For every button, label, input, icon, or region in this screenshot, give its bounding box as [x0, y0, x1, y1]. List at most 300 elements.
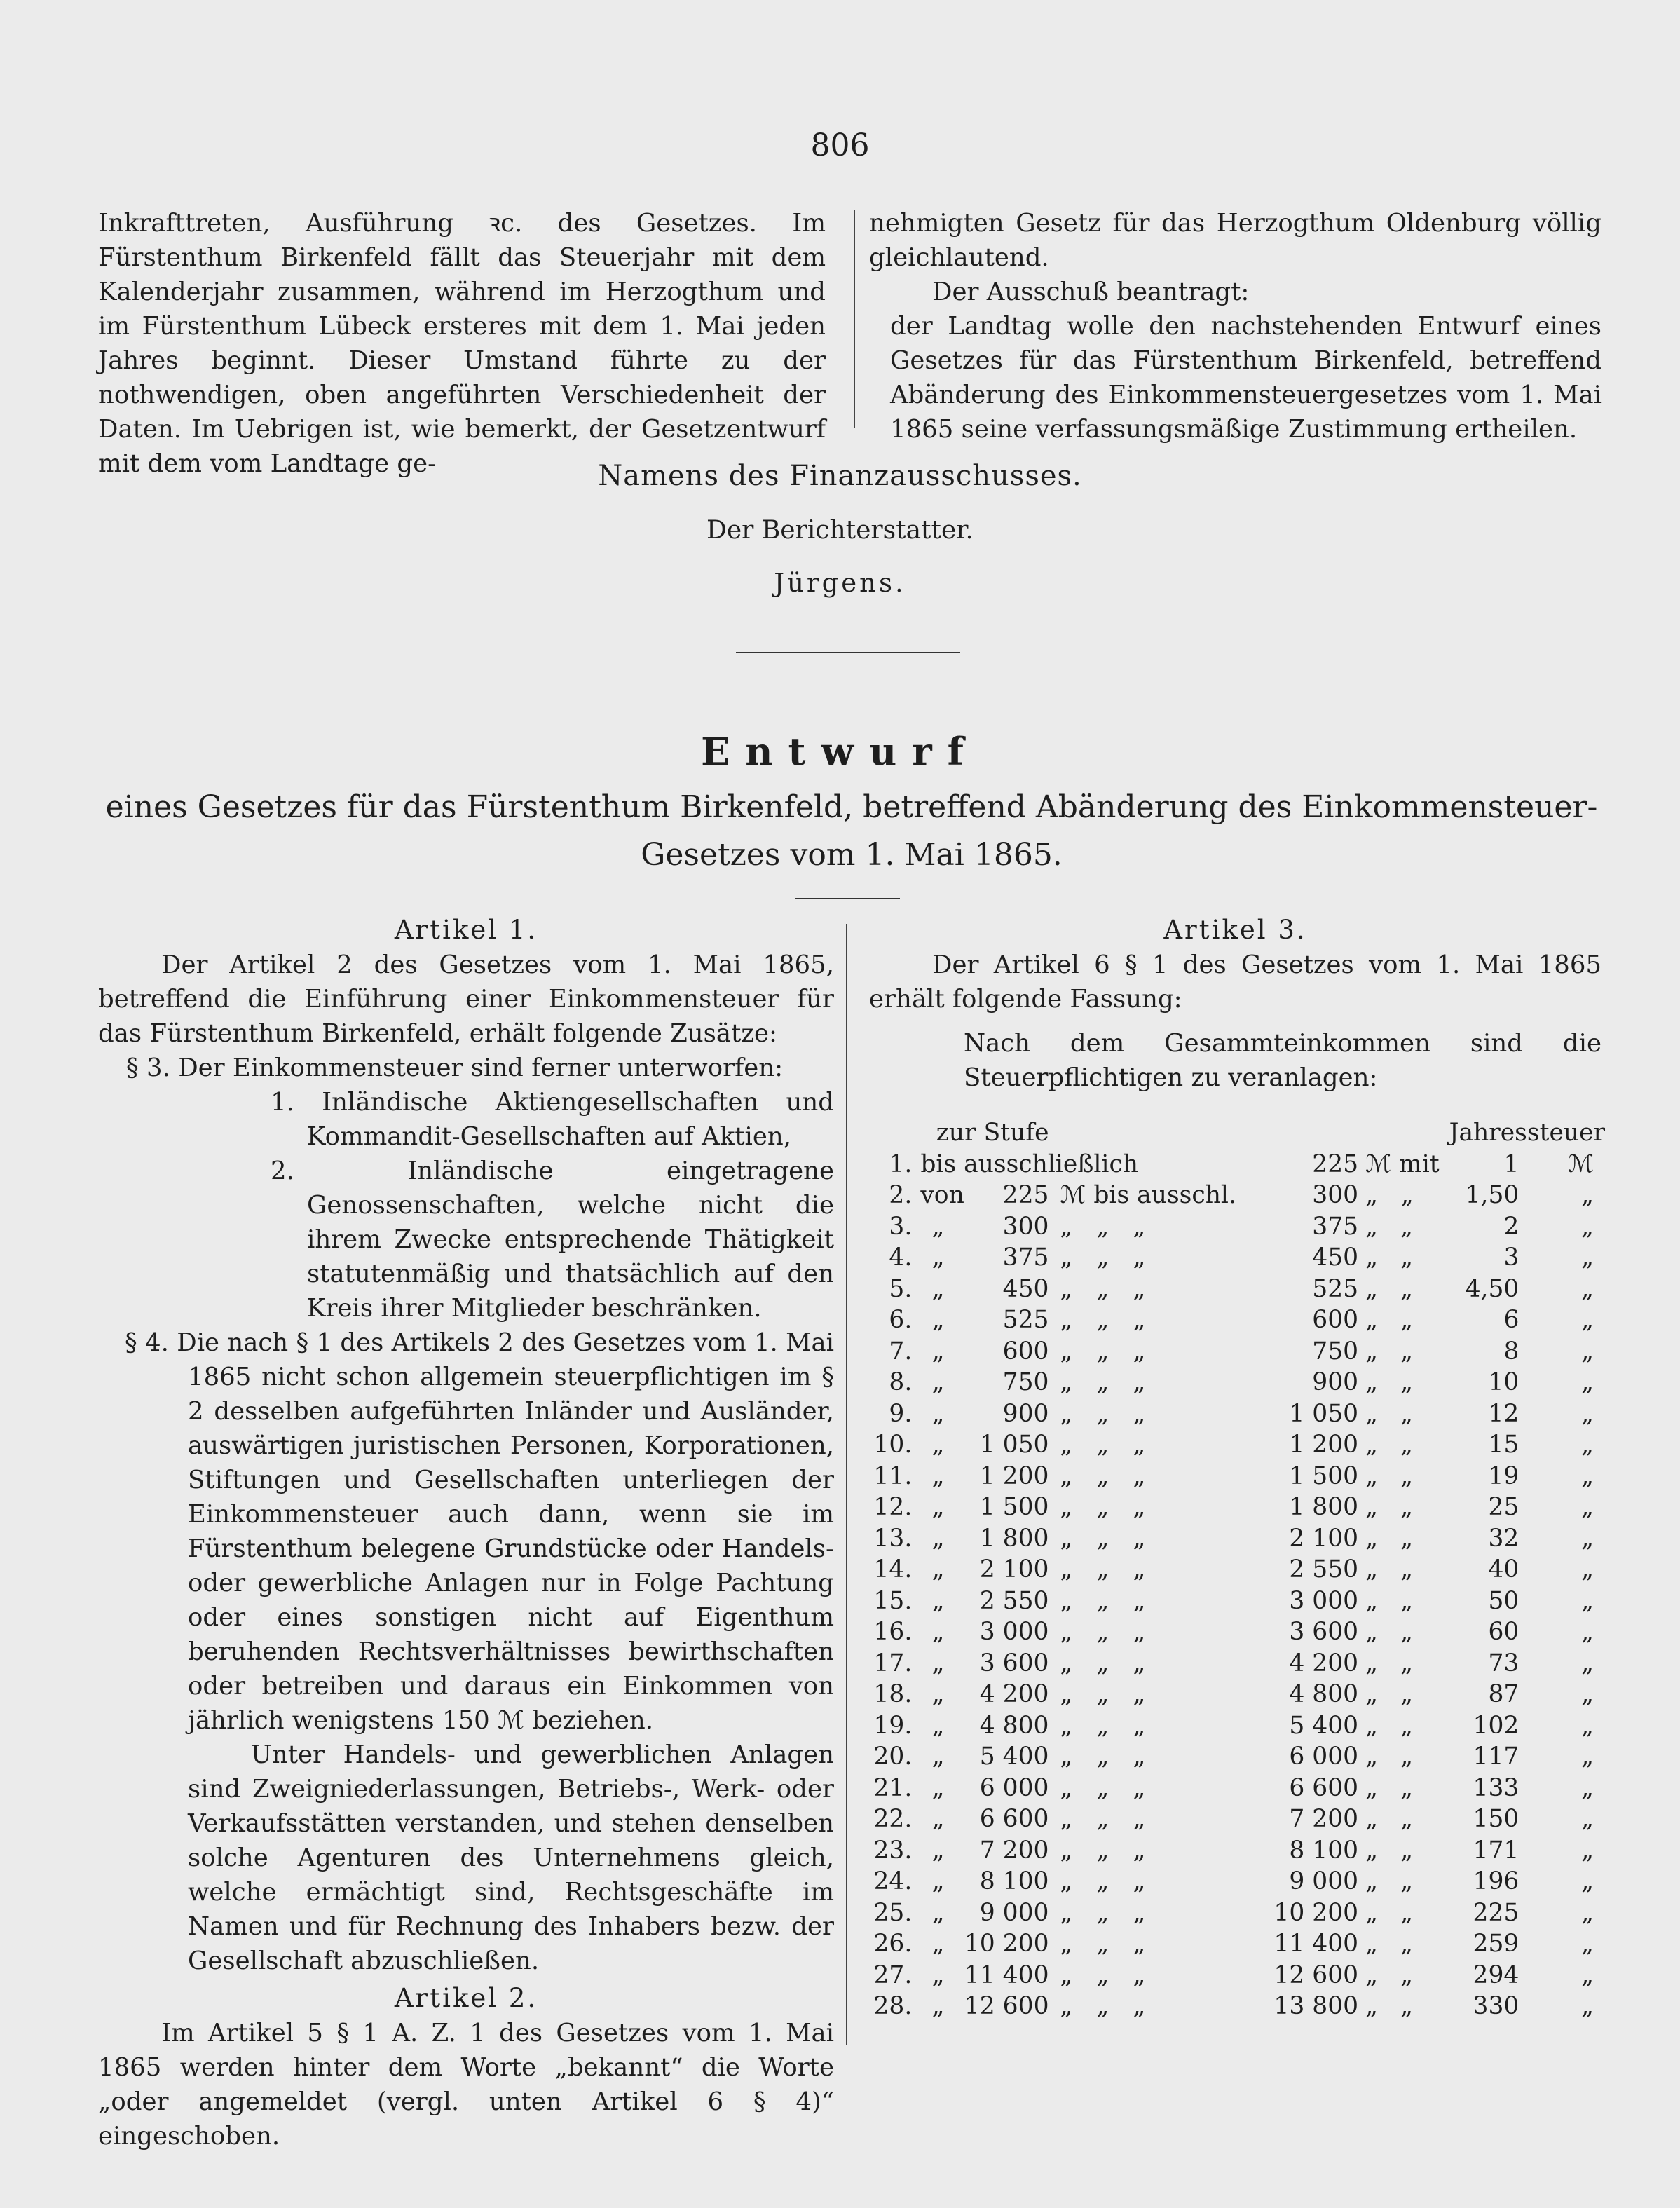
row-ditto: „ — [931, 1243, 945, 1272]
ditto-mark: „ — [1400, 1711, 1413, 1740]
ditto-mark: „ — [1400, 1555, 1413, 1583]
row-lower: 12 600 — [964, 1992, 1049, 2020]
table-row — [869, 1429, 1605, 1461]
ditto-mark: „ — [1365, 1930, 1378, 1958]
row-lower: 7 200 — [979, 1836, 1049, 1865]
row-lower: 3 000 — [979, 1618, 1049, 1646]
row-lower: 900 — [1002, 1399, 1049, 1428]
row-ditto: „ — [931, 1212, 945, 1241]
row-number: 11. — [873, 1461, 913, 1490]
row-upper: 1 800 — [1289, 1493, 1359, 1521]
row-upper: 12 600 — [1273, 1961, 1359, 1989]
table-row — [869, 1710, 1605, 1742]
table-row — [869, 1897, 1605, 1929]
row-ditto-group — [1358, 1523, 1447, 1555]
row-number: 7. — [889, 1337, 913, 1365]
article-1-intro: Der Artikel 2 des Gesetzes vom 1. Mai 1865, betreffend die Einführung einer Einkommensteuer für das Fürstenthum Birkenfeld, erhält folgende Zusätze: — [98, 950, 834, 1048]
row-number: 1. — [889, 1150, 913, 1178]
row-ditto-group — [1358, 1960, 1447, 1991]
signature-committee: Namens des Finanzausschusses. — [598, 460, 1082, 492]
row-lower: 8 100 — [979, 1867, 1049, 1895]
ditto-mark: „ — [1133, 1524, 1146, 1553]
row-number: 13. — [873, 1524, 913, 1553]
row-ditto: „ — [931, 1337, 945, 1365]
column-divider-top — [854, 210, 855, 428]
row-number: 5. — [889, 1274, 913, 1303]
row-ditto-group — [1358, 1242, 1447, 1274]
row-tax: 150 — [1473, 1805, 1519, 1833]
ditto-mark: „ — [1133, 1243, 1146, 1272]
row-currency-bis — [1049, 1180, 1236, 1211]
ditto-mark: „ — [1365, 1493, 1378, 1521]
row-ditto-group — [1358, 1710, 1447, 1742]
row-number: 23. — [873, 1836, 913, 1865]
row-number: 27. — [873, 1961, 913, 1989]
ditto-mark: „ — [1400, 1618, 1413, 1646]
ditto-mark: „ — [1365, 1618, 1378, 1646]
article-2-text: Im Artikel 5 § 1 A. Z. 1 des Gesetzes vom 1. Mai 1865 werden hinter dem Worte „bekannt“ die Worte „oder angemeldet (vergl. unten Artikel 6 § 4)“ eingeschoben. — [98, 2019, 834, 2151]
row-ditto-group — [1358, 1336, 1447, 1368]
ditto-mark: „ — [1365, 1773, 1378, 1802]
row-upper: 6 600 — [1289, 1773, 1359, 1802]
article-2-heading: Artikel 2. — [394, 1983, 538, 2013]
row-ditto-group — [1358, 1897, 1447, 1929]
row-number: 14. — [873, 1555, 913, 1583]
table-row — [869, 1804, 1605, 1835]
ditto-mark: „ — [1096, 1493, 1109, 1521]
ditto-mark: „ — [1400, 1399, 1413, 1428]
row-ditto-group — [1358, 1586, 1447, 1617]
ditto-mark: „ — [1365, 1274, 1378, 1303]
row-ditto-unit: „ — [1581, 1212, 1594, 1241]
ditto-mark: „ — [1365, 1524, 1378, 1553]
ditto-mark: „ — [1365, 1431, 1378, 1459]
row-von: von — [920, 1181, 964, 1209]
ditto-mark: „ — [1133, 1992, 1146, 2020]
ditto-mark: „ — [1400, 1493, 1413, 1521]
ditto-mark: „ — [1096, 1773, 1109, 1802]
row-ditto-unit: „ — [1581, 1306, 1594, 1334]
ditto-mark: „ — [1060, 1773, 1073, 1802]
ditto-mark: „ — [1096, 1274, 1109, 1303]
ditto-mark: „ — [1060, 1524, 1073, 1553]
ditto-mark: „ — [1060, 1337, 1073, 1365]
table-row — [869, 1741, 1605, 1773]
article-1-section-3: § 3. Der Einkommensteuer sind ferner unterworfen: — [126, 1054, 784, 1082]
row-ditto: „ — [931, 1399, 945, 1428]
ditto-mark: „ — [1096, 1618, 1109, 1646]
ditto-mark: „ — [1365, 1243, 1378, 1272]
row-lower: 1 050 — [979, 1431, 1049, 1459]
row-number: 26. — [873, 1930, 913, 1958]
row-tax: 8 — [1503, 1337, 1519, 1365]
row-ditto-group — [1358, 1492, 1447, 1523]
row-lower: 375 — [1002, 1243, 1049, 1272]
row-ditto-unit: „ — [1581, 1586, 1594, 1615]
article-1-item-1: 1. Inländische Aktiengesellschaften und Kommandit-Gesellschaften auf Aktien, — [271, 1088, 834, 1151]
row-number: 3. — [889, 1212, 913, 1241]
row-ditto-group — [1049, 1523, 1236, 1555]
ditto-mark: „ — [1060, 1867, 1073, 1895]
row-ditto-group — [1358, 1679, 1447, 1710]
currency-symbol: ℳ — [1060, 1181, 1086, 1209]
row-ditto-group — [1049, 1461, 1236, 1492]
ditto-mark: „ — [1365, 1711, 1378, 1740]
table-row — [869, 1304, 1605, 1336]
row-lower: 3 600 — [979, 1649, 1049, 1677]
row-lower: 525 — [1002, 1306, 1049, 1334]
table-row — [869, 1991, 1605, 2022]
row-ditto-group — [1049, 1960, 1236, 1991]
report-paragraph-left: Inkrafttreten, Ausführung ꝛc. des Gesetzes. Im Fürstenthum Birkenfeld fällt das Steuerjahr mit dem Kalenderjahr zusammen, während im Herzogthum und im Fürstenthum Lübeck ersteres mit dem 1. Mai jeden Jahres beginnt. Dieser Umstand führte zu der nothwendigen, oben angeführten Verschiedenheit der Daten. Im Uebrigen ist, wie bemerkt, der Gesetzentwurf mit dem vom Landtage ge- — [98, 209, 826, 478]
ditto-mark: „ — [1060, 1243, 1073, 1272]
row-ditto: „ — [931, 1930, 945, 1958]
row-ditto-group — [1358, 1367, 1447, 1398]
ditto-mark: „ — [1096, 1992, 1109, 2020]
ditto-mark: „ — [1133, 1368, 1146, 1396]
ditto-mark: „ — [1060, 1805, 1073, 1833]
row-ditto-group — [1358, 1804, 1447, 1835]
row-ditto: „ — [931, 1836, 945, 1865]
ditto-mark: „ — [1400, 1649, 1413, 1677]
row-ditto: „ — [931, 1805, 945, 1833]
ditto-mark: „ — [1133, 1743, 1146, 1771]
row-ditto-group — [1049, 1679, 1236, 1710]
row-lower: 6 000 — [979, 1773, 1049, 1802]
row-lower: 600 — [1002, 1337, 1049, 1365]
row-lower: 1 200 — [979, 1461, 1049, 1490]
row-tax: 25 — [1488, 1493, 1519, 1521]
header-jahressteuer: Jahressteuer — [1449, 1119, 1605, 1147]
row-currency-mit — [1358, 1149, 1447, 1180]
row-ditto-unit: „ — [1581, 1961, 1594, 1989]
article-3-heading: Artikel 3. — [1163, 915, 1307, 945]
row-ditto-unit: „ — [1581, 1337, 1594, 1365]
ditto-mark: „ — [1400, 1586, 1413, 1615]
row-number: 19. — [873, 1711, 913, 1740]
left-column — [98, 913, 834, 2153]
table-row — [869, 1336, 1605, 1368]
article-3-intro: Der Artikel 6 § 1 des Gesetzes vom 1. Mai 1865 erhält folgende Fassung: — [869, 950, 1602, 1014]
table-row — [869, 1367, 1605, 1398]
row-tax: 12 — [1488, 1399, 1519, 1428]
row-ditto-group — [1049, 1274, 1236, 1305]
right-column — [869, 913, 1602, 1095]
ditto-mark: „ — [1133, 1867, 1146, 1895]
table-row — [869, 1866, 1605, 1897]
row-mit: mit — [1399, 1150, 1440, 1178]
ditto-mark: „ — [1133, 1586, 1146, 1615]
row-ditto: „ — [931, 1867, 945, 1895]
ditto-mark: „ — [1060, 1992, 1073, 2020]
table-row — [869, 1679, 1605, 1710]
row-lower: 4 800 — [979, 1711, 1049, 1740]
row-ditto-unit: „ — [1581, 1524, 1594, 1553]
ditto-mark: „ — [1096, 1649, 1109, 1677]
ditto-mark: „ — [1400, 1680, 1413, 1708]
ditto-mark: „ — [1096, 1743, 1109, 1771]
ditto-mark: „ — [1060, 1306, 1073, 1334]
article-3-lead: Nach dem Gesammteinkommen sind die Steuerpflichtigen zu veranlagen: — [964, 1029, 1602, 1092]
row-ditto: „ — [931, 1649, 945, 1677]
ditto-mark: „ — [1096, 1399, 1109, 1428]
row-upper: 2 100 — [1289, 1524, 1359, 1553]
table-row — [869, 1492, 1605, 1523]
ditto-mark: „ — [1133, 1461, 1146, 1490]
row-bis-ausschl: bis ausschl. — [1093, 1181, 1236, 1209]
ditto-mark: „ — [1096, 1524, 1109, 1553]
ditto-mark: „ — [1400, 1274, 1413, 1303]
ditto-mark: „ — [1133, 1898, 1146, 1927]
ditto-mark: „ — [1133, 1836, 1146, 1865]
row-upper: 600 — [1312, 1306, 1359, 1334]
row-ditto: „ — [931, 1306, 945, 1334]
row-upper: 8 100 — [1289, 1836, 1359, 1865]
table-row — [869, 1554, 1605, 1586]
row-ditto-unit: „ — [1581, 1711, 1594, 1740]
row-ditto-unit: „ — [1581, 1992, 1594, 2020]
row-ditto-group — [1049, 1866, 1236, 1897]
row-number: 21. — [873, 1773, 913, 1802]
title-rule — [795, 898, 900, 899]
row-ditto-group — [1049, 1804, 1236, 1835]
row-ditto: „ — [931, 1493, 945, 1521]
ditto-mark: „ — [1400, 1212, 1413, 1241]
row-ditto-group — [1358, 1866, 1447, 1897]
ditto-mark: „ — [1365, 1212, 1378, 1241]
row-ditto: „ — [931, 1368, 945, 1396]
row-ditto-unit: „ — [1581, 1898, 1594, 1927]
row-upper: 450 — [1312, 1243, 1359, 1272]
row-ditto-unit: „ — [1581, 1836, 1594, 1865]
ditto-mark: „ — [1365, 1867, 1378, 1895]
row-tax: 225 — [1473, 1898, 1519, 1927]
row-number: 20. — [873, 1743, 913, 1771]
ditto-mark: „ — [1400, 1431, 1413, 1459]
row-ditto-unit: „ — [1581, 1368, 1594, 1396]
ditto-mark: „ — [1400, 1898, 1413, 1927]
ditto-mark: „ — [1400, 1930, 1413, 1958]
row-ditto-unit: „ — [1581, 1773, 1594, 1802]
ditto-mark: „ — [1096, 1711, 1109, 1740]
row-ditto-group — [1049, 1835, 1236, 1867]
row-number: 16. — [873, 1618, 913, 1646]
signature-role: Der Berichterstatter. — [706, 516, 974, 545]
page-number: 806 — [810, 128, 870, 163]
row-ditto-unit: „ — [1581, 1555, 1594, 1583]
ditto-mark: „ — [1133, 1680, 1146, 1708]
ditto-mark: „ — [1365, 1555, 1378, 1583]
row-number: 10. — [873, 1431, 913, 1459]
ditto-mark: „ — [1400, 1743, 1413, 1771]
row-upper: 13 800 — [1273, 1992, 1359, 2020]
row-tax: 133 — [1473, 1773, 1519, 1802]
row-ditto-unit: „ — [1581, 1805, 1594, 1833]
row-ditto-group — [1049, 1991, 1236, 2022]
row-ditto: „ — [931, 1618, 945, 1646]
ditto-mark: „ — [1133, 1555, 1146, 1583]
row-upper: 1 500 — [1289, 1461, 1359, 1490]
row-upper: 11 400 — [1273, 1930, 1359, 1958]
ditto-mark: „ — [1400, 1524, 1413, 1553]
ditto-mark: „ — [1060, 1461, 1073, 1490]
row-ditto: „ — [931, 1961, 945, 1989]
row-ditto-unit: „ — [1581, 1274, 1594, 1303]
row-tax: 294 — [1473, 1961, 1519, 1989]
ditto-mark: „ — [1060, 1649, 1073, 1677]
ditto-mark: „ — [1365, 1306, 1378, 1334]
ditto-mark: „ — [1400, 1368, 1413, 1396]
row-ditto-group — [1049, 1554, 1236, 1586]
ditto-mark: „ — [1365, 1680, 1378, 1708]
ditto-mark: „ — [1096, 1431, 1109, 1459]
row-upper: 4 200 — [1289, 1649, 1359, 1677]
table-row — [869, 1928, 1605, 1960]
draft-heading: Entwurf — [701, 729, 979, 774]
ditto-mark: „ — [1060, 1680, 1073, 1708]
ditto-mark: „ — [1365, 1368, 1378, 1396]
row-ditto-group — [1358, 1554, 1447, 1586]
row-number: 24. — [873, 1867, 913, 1895]
row-ditto-group — [1358, 1274, 1447, 1305]
table-row — [869, 1773, 1605, 1804]
row-ditto: „ — [931, 1711, 945, 1740]
row-ditto: „ — [931, 1992, 945, 2020]
row-upper: 7 200 — [1289, 1805, 1359, 1833]
ditto-mark: „ — [1365, 1337, 1378, 1365]
ditto-mark: „ — [1096, 1805, 1109, 1833]
ditto-mark: „ — [1400, 1773, 1413, 1802]
ditto-mark: „ — [1400, 1461, 1413, 1490]
article-1-section-4: § 4. Die nach § 1 des Artikels 2 des Gesetzes vom 1. Mai 1865 nicht schon allgemein steuerpflichtigen im § 2 desselben aufgeführten Inländer und Ausländer, auswärtigen juristischen Personen, Korporationen, Stiftungen und Gesellschaften unterliegen der Einkommensteuer auch dann, wenn sie im Fürstenthum belegene Grundstücke oder Handels- oder gewerbliche Anlagen nur in Folge Pachtung oder eines sonstigen nicht auf Eigenthum beruhenden Rechtsverhältnisses bewirthschaften oder betreiben und daraus ein Einkommen von jährlich wenigstens 150 ℳ beziehen. — [125, 1328, 834, 1735]
row-ditto-group — [1049, 1648, 1236, 1679]
row-tax: 60 — [1488, 1618, 1519, 1646]
ditto-mark: „ — [1400, 1306, 1413, 1334]
row-ditto-group — [1358, 1741, 1447, 1773]
row-number: 6. — [889, 1306, 913, 1334]
row-ditto-unit: „ — [1581, 1431, 1594, 1459]
row-upper: 1 200 — [1289, 1431, 1359, 1459]
ditto-mark: „ — [1096, 1867, 1109, 1895]
row-tax: 10 — [1488, 1368, 1519, 1396]
row-ditto-group — [1049, 1398, 1236, 1430]
row-number: 18. — [873, 1680, 913, 1708]
table-row — [869, 1461, 1605, 1492]
table-row — [869, 1960, 1605, 1991]
ditto-mark: „ — [1400, 1992, 1413, 2020]
row-lower: 2 550 — [979, 1586, 1049, 1615]
motion-text: der Landtag wolle den nachstehenden Entwurf eines Gesetzes für das Fürstenthum Birkenfeld, betreffend Abänderung des Einkommensteuergesetzes vom 1. Mai 1865 seine verfassungsmäßige Zustimmung ertheilen. — [890, 312, 1602, 444]
row-lower: 11 400 — [964, 1961, 1049, 1989]
report-continuation: nehmigten Gesetz für das Herzogthum Oldenburg völlig gleichlautend. — [869, 209, 1602, 272]
table-row — [869, 1398, 1605, 1430]
row-ditto-group — [1049, 1429, 1236, 1461]
row-lower: 750 — [1002, 1368, 1049, 1396]
row-tax: 32 — [1488, 1524, 1519, 1553]
row-ditto-group — [1049, 1304, 1236, 1336]
row-tax: 259 — [1473, 1930, 1519, 1958]
row-upper: 900 — [1312, 1368, 1359, 1396]
table-row — [869, 1149, 1605, 1180]
row-ditto-group — [1049, 1367, 1236, 1398]
table-row — [869, 1648, 1605, 1679]
row-upper: 4 800 — [1289, 1680, 1359, 1708]
row-number: 4. — [889, 1243, 913, 1272]
ditto-mark: „ — [1365, 1399, 1378, 1428]
ditto-mark: „ — [1400, 1805, 1413, 1833]
table-row — [869, 1211, 1605, 1243]
row-upper: 2 550 — [1289, 1555, 1359, 1583]
ditto-mark: „ — [1365, 1586, 1378, 1615]
table-row — [869, 1523, 1605, 1555]
row-lower: 450 — [1002, 1274, 1049, 1303]
ditto-mark: „ — [1133, 1711, 1146, 1740]
row-ditto-group — [1358, 1398, 1447, 1430]
row-number: 2. — [889, 1181, 913, 1209]
row-ditto-group — [1049, 1336, 1236, 1368]
row-range-text: bis ausschließlich — [920, 1150, 1138, 1178]
row-ditto-unit: „ — [1581, 1181, 1594, 1209]
row-ditto-unit: „ — [1581, 1649, 1594, 1677]
row-tax: 117 — [1473, 1743, 1519, 1771]
ditto-mark: „ — [1060, 1743, 1073, 1771]
ditto-mark: „ — [1096, 1337, 1109, 1365]
column-divider-bottom — [846, 924, 847, 2045]
ditto-mark: „ — [1133, 1431, 1146, 1459]
row-ditto-group — [1358, 1991, 1447, 2022]
ditto-mark: „ — [1133, 1399, 1146, 1428]
row-ditto: „ „ — [1365, 1181, 1414, 1209]
ditto-mark: „ — [1060, 1618, 1073, 1646]
article-1-item-2: 2. Inländische eingetragene Genossenschaften, welche nicht die ihrem Zwecke entsprechende Thätigkeit statutenmäßig und thatsächlich auf den Kreis ihrer Mitglieder beschränken. — [271, 1157, 834, 1323]
row-tax: 40 — [1488, 1555, 1519, 1583]
ditto-mark: „ — [1400, 1243, 1413, 1272]
row-tax: 330 — [1473, 1992, 1519, 2020]
row-ditto: „ — [931, 1680, 945, 1708]
row-ditto: „ — [931, 1898, 945, 1927]
row-upper: 3 000 — [1289, 1586, 1359, 1615]
row-ditto-unit: „ — [1581, 1743, 1594, 1771]
row-ditto: „ — [931, 1586, 945, 1615]
row-tax: 2 — [1503, 1212, 1519, 1241]
table-row — [869, 1835, 1605, 1867]
ditto-mark: „ — [1133, 1212, 1146, 1241]
row-upper: 300 — [1312, 1181, 1359, 1209]
signature-name: Jürgens. — [774, 568, 906, 598]
row-tax: 1,50 — [1465, 1181, 1519, 1209]
row-ditto-group — [1049, 1741, 1236, 1773]
draft-subtitle: eines Gesetzes für das Fürstenthum Birkenfeld, betreffend Abänderung des Einkommensteuer-Gesetzes vom 1. Mai 1865. — [105, 789, 1598, 873]
row-tax: 87 — [1488, 1680, 1519, 1708]
row-upper: 9 000 — [1289, 1867, 1359, 1895]
row-ditto-unit: „ — [1581, 1618, 1594, 1646]
ditto-mark: „ — [1365, 1461, 1378, 1490]
row-lower: 225 — [1002, 1181, 1049, 1209]
ditto-mark: „ — [1096, 1243, 1109, 1272]
ditto-mark: „ — [1060, 1399, 1073, 1428]
row-ditto-unit: „ — [1581, 1930, 1594, 1958]
ditto-mark: „ — [1096, 1836, 1109, 1865]
ditto-mark: „ — [1133, 1618, 1146, 1646]
row-ditto-unit: „ — [1581, 1493, 1594, 1521]
row-number: 8. — [889, 1368, 913, 1396]
row-ditto-group — [1049, 1586, 1236, 1617]
table-row — [869, 1242, 1605, 1274]
ditto-mark: „ — [1096, 1212, 1109, 1241]
ditto-mark: „ — [1365, 1836, 1378, 1865]
ditto-mark: „ — [1133, 1961, 1146, 1989]
row-ditto-unit: „ — [1581, 1680, 1594, 1708]
